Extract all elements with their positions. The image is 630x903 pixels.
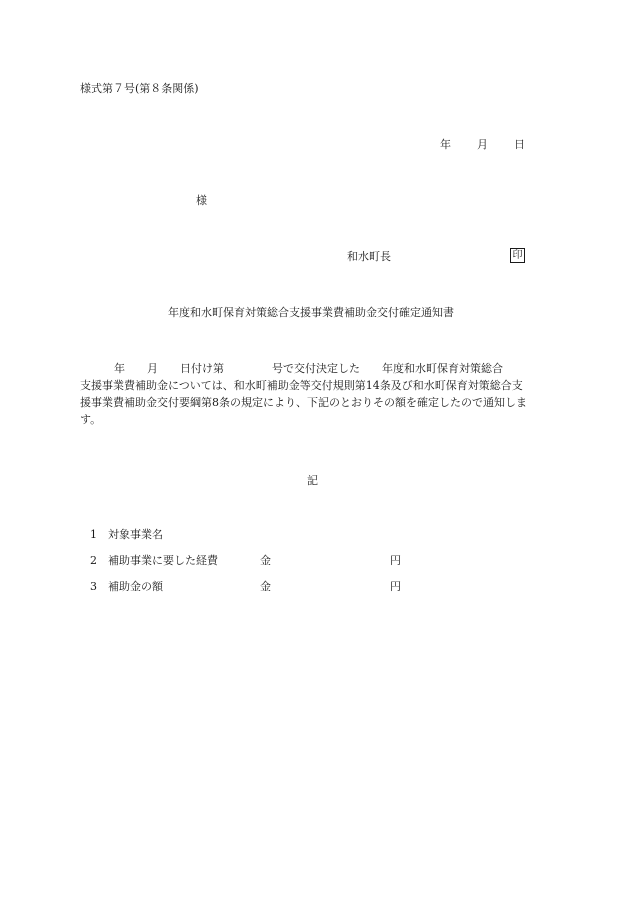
body-line-2: 支援事業費補助金については、和水町補助金等交付規則第14条及び和水町保育対策総合支 bbox=[80, 379, 523, 392]
item-yen: 円 bbox=[390, 580, 401, 593]
issuer-title: 和水町長 bbox=[347, 250, 391, 263]
item-number: 1 bbox=[90, 528, 97, 541]
date-year: 年 bbox=[440, 138, 451, 151]
form-number: 様式第７号(第８条関係) bbox=[80, 82, 199, 95]
item-yen: 円 bbox=[390, 554, 401, 567]
body-paragraph bbox=[80, 360, 556, 428]
item-number: 2 bbox=[90, 554, 97, 567]
date-month: 月 bbox=[477, 138, 488, 151]
item-label: 補助事業に要した経費 bbox=[108, 554, 218, 567]
item-number: 3 bbox=[90, 580, 97, 593]
item-label: 補助金の額 bbox=[108, 580, 163, 593]
body-line1-tail: 年度和水町保育対策総合 bbox=[382, 362, 503, 375]
item-kin: 金 bbox=[260, 554, 271, 567]
recipient-honorific: 様 bbox=[196, 194, 207, 207]
document-title: 年度和水町保育対策総合支援事業費補助金交付確定通知書 bbox=[168, 306, 454, 319]
body-day-attached: 日付け第 bbox=[180, 362, 224, 375]
body-month: 月 bbox=[147, 362, 158, 375]
date-day: 日 bbox=[514, 138, 525, 151]
body-year: 年 bbox=[114, 362, 125, 375]
body-number-decided: 号で交付決定した bbox=[272, 362, 360, 375]
body-line-4: す。 bbox=[80, 413, 102, 426]
date-line bbox=[440, 138, 525, 152]
body-line-1 bbox=[80, 360, 556, 377]
item-label: 対象事業名 bbox=[108, 528, 163, 541]
item-kin: 金 bbox=[260, 580, 271, 593]
body-line-3: 援事業費補助金交付要綱第8条の規定により、下記のとおりその額を確定したので通知しま bbox=[80, 396, 527, 409]
seal-mark: 印 bbox=[510, 248, 525, 263]
ki-heading: 記 bbox=[307, 474, 318, 487]
